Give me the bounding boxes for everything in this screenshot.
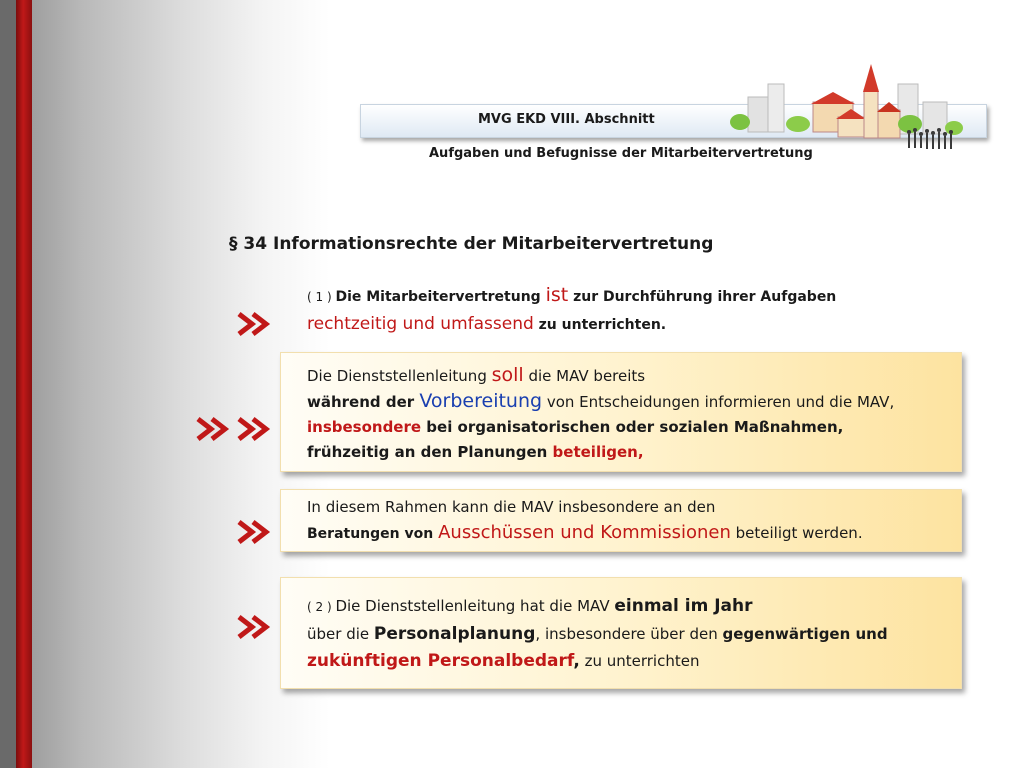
box1-line1-a: Die Dienststellenleitung (307, 367, 492, 385)
box1-line1-b: die MAV bereits (523, 367, 646, 385)
box1-line2-a: während der (307, 393, 420, 411)
box1-line3-b: bei organisatorischen oder sozialen Maßnahmen, (421, 418, 844, 436)
box1-soll: soll (491, 364, 524, 386)
paragraph-1 (307, 282, 907, 339)
info-box-2 (280, 489, 962, 552)
box1-line4-a: frühzeitig an den Planungen (307, 443, 553, 461)
box3-line3-c: zu unterrichten (579, 652, 700, 670)
box3-personalplanung: Personalplanung (373, 624, 536, 644)
box3-gegenwaertigen: gegenwärtigen und (722, 625, 888, 643)
para1-red-emphasis: rechtzeitig und umfassend (307, 314, 534, 334)
info-box-3-text (307, 593, 888, 675)
double-chevron-right-icon (236, 614, 274, 640)
box2-line1: In diesem Rahmen kann die MAV insbesondere an den (307, 498, 716, 516)
para1-text-2: zur Durchführung ihrer Aufgaben (568, 289, 837, 305)
info-box-1-text (307, 363, 894, 465)
town-skyline-icon (728, 62, 978, 162)
header-title: MVG EKD VIII. Abschnitt (478, 112, 655, 127)
box3-einmal-im-jahr: einmal im Jahr (614, 596, 753, 616)
box2-line2-a: Beratungen von (307, 526, 439, 542)
section-title: § 34 Informationsrechte der Mitarbeitervertretung (229, 234, 714, 254)
box3-line2-a: über die (307, 625, 374, 643)
box1-insbesondere: insbesondere (307, 418, 422, 436)
para1-text-1: Die Mitarbeitervertretung (335, 289, 546, 305)
box2-ausschuesse: Ausschüssen und Kommissionen (438, 522, 731, 543)
double-chevron-right-icon (236, 311, 274, 337)
info-box-3 (280, 577, 962, 689)
double-chevron-right-icon (236, 416, 274, 442)
double-chevron-right-icon (195, 416, 233, 442)
box3-comma: , (573, 651, 580, 671)
box1-vorbereitung: Vorbereitung (419, 390, 543, 412)
box1-line2-b: von Entscheidungen informieren und die MAV, (542, 393, 895, 411)
paragraph-number: ( 1 ) (307, 290, 336, 304)
box3-line2-c: , insbesondere über den (535, 625, 723, 643)
left-red-bar (16, 0, 32, 768)
box1-beteiligen: beteiligen, (552, 443, 644, 461)
left-dark-edge (0, 0, 16, 768)
double-chevron-right-icon (236, 519, 274, 545)
header-subtitle: Aufgaben und Befugnisse der Mitarbeitervertretung (429, 146, 813, 161)
box2-line2-b: beteiligt werden. (730, 524, 863, 542)
para1-ist: ist (545, 284, 569, 306)
box3-personalbedarf: zukünftigen Personalbedarf (307, 651, 574, 671)
info-box-2-text (307, 495, 863, 547)
para1-text-3: zu unterrichten. (533, 317, 667, 333)
box3-line1-a: Die Dienststellenleitung hat die MAV (335, 597, 615, 615)
paragraph-number: ( 2 ) (307, 600, 336, 614)
info-box-1 (280, 352, 962, 472)
